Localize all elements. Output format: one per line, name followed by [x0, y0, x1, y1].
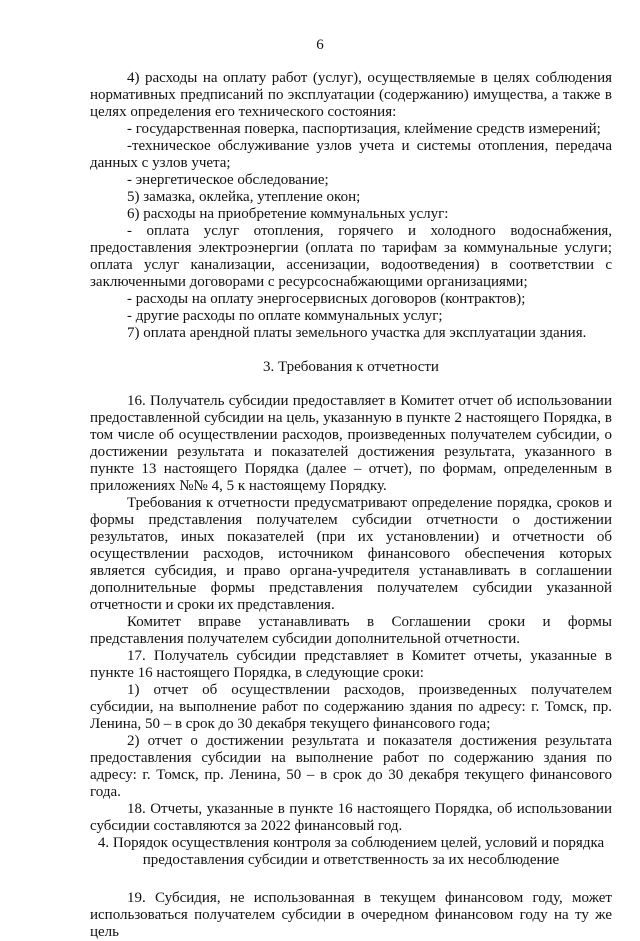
paragraph-19: 19. Субсидия, не использованная в текущем финансовом году, может использоваться получателем субсидии в очередном финансовом году на ту же цель — [90, 890, 612, 940]
list-item: - энергетическое обследование; — [127, 172, 329, 188]
paragraph-17: 17. Получатель субсидии представляет в Комитет отчеты, указанные в пункте 16 настоящего Порядка, в следующие сроки: — [90, 648, 612, 681]
list-item: - другие расходы по оплате коммунальных услуг; — [127, 308, 443, 324]
list-item: - расходы на оплату энергосервисных договоров (контрактов); — [127, 291, 526, 307]
paragraph-reporting-requirements: Требования к отчетности предусматривают определение порядка, сроков и формы представления получателем субсидии отчетности о достижении результатов, иных показателей (при их установлении) и отчетности об осуществлении расходов, источником финансового обеспечения которых является субсидия, и право органа-учредителя устанавливать в соглашении дополнительные формы представления получателем субсидии указанной отчетности и сроки их представления. — [90, 495, 612, 613]
page-number: 6 — [316, 37, 324, 53]
document-body — [90, 70, 612, 941]
list-item: 6) расходы на приобретение коммунальных услуг: — [127, 206, 449, 222]
section-3-heading: 3. Требования к отчетности — [263, 359, 439, 375]
section-4-heading-line-2: предоставления субсидии и ответственность за их несоблюдение — [142, 852, 560, 868]
paragraph-18: 18. Отчеты, указанные в пункте 16 настоящего Порядка, об использовании субсидии составляются за 2022 финансовый год. — [90, 801, 612, 834]
list-item: 7) оплата арендной платы земельного участка для эксплуатации здания. — [127, 325, 587, 341]
paragraph-16: 16. Получатель субсидии предоставляет в Комитет отчет об использовании предоставленной субсидии на цель, указанную в пункте 2 настоящего Порядка, в том числе об осуществлении расходов, произведенных получателем субсидии, о достижении результата и показателей достижения результата, указанного в пункте 13 настоящего Порядка (далее – отчет), по формам, определенным в приложениях №№ 4, 5 к настоящему Порядку. — [90, 393, 612, 494]
list-item: -техническое обслуживание узлов учета и системы отопления, передача данных с узлов учета; — [90, 138, 612, 171]
paragraph-17-1: 1) отчет об осуществлении расходов, произведенных получателем субсидии, на выполнение работ по содержанию здания по адресу: г. Томск, пр. Ленина, 50 – в срок до 30 декабря текущего финансового года; — [90, 682, 612, 732]
list-item: 4) расходы на оплату работ (услуг), осуществляемые в целях соблюдения нормативных предписаний по эксплуатации (содержанию) имущества, а также в целях определения его технического состояния: — [90, 70, 612, 120]
list-item: - государственная поверка, паспортизация, клеймение средств измерений; — [127, 121, 601, 137]
paragraph-committee-rights: Комитет вправе устанавливать в Соглашении сроки и формы представления получателем субсидии дополнительной отчетности. — [90, 614, 612, 647]
paragraph-17-2: 2) отчет о достижении результата и показателя достижения результата предоставления субсидии на выполнение работ по содержанию здания по адресу: г. Томск, пр. Ленина, 50 – в срок до 30 декабря текущего финансового года. — [90, 733, 612, 800]
list-item: - оплата услуг отопления, горячего и холодного водоснабжения, предоставления электроэнергии (оплата по тарифам за коммунальные услуги; оплата услуг канализации, ассенизации, водоотведения) в соответствии с заключенными договорами с ресурсоснабжающими организациями; — [90, 223, 612, 290]
list-item: 5) замазка, оклейка, утепление окон; — [127, 189, 361, 205]
section-4-heading-line-1: 4. Порядок осуществления контроля за соблюдением целей, условий и порядка — [97, 835, 605, 851]
